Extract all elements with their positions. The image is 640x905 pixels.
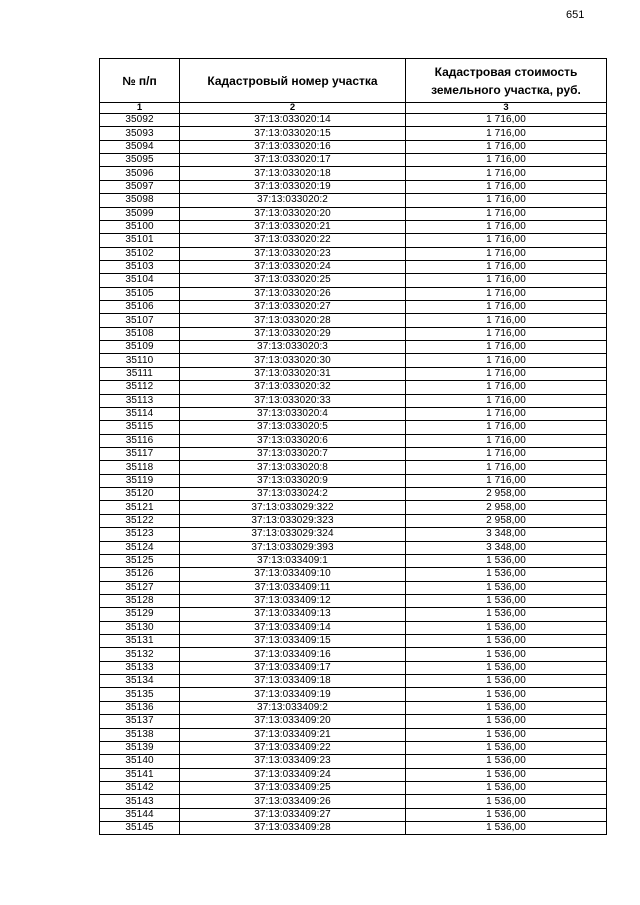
cadastral-number-cell: 37:13:033409:1 — [180, 554, 406, 567]
row-number-cell: 35136 — [100, 701, 180, 714]
column-number: 3 — [406, 103, 607, 114]
cadastral-number-cell: 37:13:033020:8 — [180, 461, 406, 474]
cadastral-number-cell: 37:13:033020:30 — [180, 354, 406, 367]
table-row — [100, 220, 607, 233]
cadastral-number-cell: 37:13:033020:4 — [180, 407, 406, 420]
row-number-cell: 35131 — [100, 635, 180, 648]
table-row — [100, 781, 607, 794]
table-row — [100, 461, 607, 474]
row-number-cell: 35142 — [100, 781, 180, 794]
row-number-cell: 35094 — [100, 140, 180, 153]
cadastral-number-cell: 37:13:033409:10 — [180, 568, 406, 581]
cadastral-number-cell: 37:13:033409:18 — [180, 675, 406, 688]
table-row — [100, 301, 607, 314]
row-number-cell: 35096 — [100, 167, 180, 180]
cadastral-value-cell: 1 536,00 — [406, 608, 607, 621]
header-row — [100, 59, 607, 103]
cadastral-value-cell: 1 536,00 — [406, 741, 607, 754]
cadastral-number-cell: 37:13:033020:24 — [180, 260, 406, 273]
cadastral-value-cell: 1 716,00 — [406, 474, 607, 487]
table-row — [100, 501, 607, 514]
table-row — [100, 715, 607, 728]
table-row — [100, 675, 607, 688]
cadastral-number-cell: 37:13:033029:323 — [180, 514, 406, 527]
cadastral-value-cell: 1 536,00 — [406, 755, 607, 768]
cadastral-number-cell: 37:13:033020:23 — [180, 247, 406, 260]
header-cadastral-value: Кадастровая стоимость земельного участка, руб. — [406, 59, 607, 103]
row-number-cell: 35134 — [100, 675, 180, 688]
header-cadastral-number: Кадастровый номер участка — [180, 59, 406, 103]
row-number-cell: 35138 — [100, 728, 180, 741]
cadastral-value-cell: 1 716,00 — [406, 260, 607, 273]
table-row — [100, 808, 607, 821]
table-row — [100, 741, 607, 754]
cadastral-number-cell: 37:13:033029:393 — [180, 541, 406, 554]
cadastral-value-cell: 1 536,00 — [406, 648, 607, 661]
cadastral-value-cell: 1 536,00 — [406, 581, 607, 594]
row-number-cell: 35140 — [100, 755, 180, 768]
row-number-cell: 35126 — [100, 568, 180, 581]
table-row — [100, 488, 607, 501]
row-number-cell: 35141 — [100, 768, 180, 781]
row-number-cell: 35102 — [100, 247, 180, 260]
cadastral-number-cell: 37:13:033020:33 — [180, 394, 406, 407]
cadastral-value-cell: 1 536,00 — [406, 688, 607, 701]
table-row — [100, 274, 607, 287]
table-row — [100, 154, 607, 167]
row-number-cell: 35145 — [100, 822, 180, 835]
table-row — [100, 608, 607, 621]
row-number-cell: 35093 — [100, 127, 180, 140]
cadastral-value-cell: 1 536,00 — [406, 715, 607, 728]
cadastral-number-cell: 37:13:033409:15 — [180, 635, 406, 648]
cadastral-number-cell: 37:13:033409:16 — [180, 648, 406, 661]
table-row — [100, 207, 607, 220]
table-row — [100, 434, 607, 447]
row-number-cell: 35114 — [100, 407, 180, 420]
cadastral-number-cell: 37:13:033020:7 — [180, 447, 406, 460]
table-body — [100, 114, 607, 835]
row-number-cell: 35120 — [100, 488, 180, 501]
table-row — [100, 768, 607, 781]
cadastral-value-cell: 1 716,00 — [406, 154, 607, 167]
table-row — [100, 260, 607, 273]
cadastral-number-cell: 37:13:033020:31 — [180, 367, 406, 380]
cadastral-value-cell: 1 716,00 — [406, 180, 607, 193]
row-number-cell: 35137 — [100, 715, 180, 728]
cadastral-number-cell: 37:13:033409:2 — [180, 701, 406, 714]
table-row — [100, 407, 607, 420]
cadastral-value-cell: 1 716,00 — [406, 114, 607, 127]
row-number-cell: 35113 — [100, 394, 180, 407]
cadastral-number-cell: 37:13:033020:32 — [180, 381, 406, 394]
cadastral-value-cell: 1 716,00 — [406, 287, 607, 300]
row-number-cell: 35132 — [100, 648, 180, 661]
row-number-cell: 35116 — [100, 434, 180, 447]
table-row — [100, 180, 607, 193]
cadastral-value-cell: 2 958,00 — [406, 488, 607, 501]
table-row — [100, 568, 607, 581]
table-row — [100, 594, 607, 607]
cadastral-value-cell: 2 958,00 — [406, 514, 607, 527]
cadastral-value-cell: 1 536,00 — [406, 568, 607, 581]
column-number: 2 — [180, 103, 406, 114]
table-row — [100, 474, 607, 487]
row-number-cell: 35100 — [100, 220, 180, 233]
row-number-cell: 35095 — [100, 154, 180, 167]
row-number-cell: 35117 — [100, 447, 180, 460]
table-row — [100, 701, 607, 714]
table-row — [100, 287, 607, 300]
cadastral-number-cell: 37:13:033409:20 — [180, 715, 406, 728]
row-number-cell: 35130 — [100, 621, 180, 634]
cadastral-value-cell: 1 536,00 — [406, 822, 607, 835]
cadastral-value-cell: 2 958,00 — [406, 501, 607, 514]
row-number-cell: 35124 — [100, 541, 180, 554]
table-row — [100, 234, 607, 247]
row-number-cell: 35105 — [100, 287, 180, 300]
cadastral-value-cell: 1 536,00 — [406, 621, 607, 634]
cadastral-value-cell: 1 716,00 — [406, 314, 607, 327]
table-row — [100, 140, 607, 153]
cadastral-value-cell: 1 716,00 — [406, 367, 607, 380]
table-row — [100, 327, 607, 340]
cadastral-number-cell: 37:13:033020:26 — [180, 287, 406, 300]
row-number-cell: 35129 — [100, 608, 180, 621]
cadastral-number-cell: 37:13:033029:324 — [180, 528, 406, 541]
row-number-cell: 35122 — [100, 514, 180, 527]
cadastral-value-cell: 1 716,00 — [406, 220, 607, 233]
row-number-cell: 35143 — [100, 795, 180, 808]
cadastral-value-cell: 1 536,00 — [406, 675, 607, 688]
table-row — [100, 167, 607, 180]
cadastral-value-cell: 1 716,00 — [406, 421, 607, 434]
row-number-cell: 35135 — [100, 688, 180, 701]
cadastral-number-cell: 37:13:033020:3 — [180, 341, 406, 354]
row-number-cell: 35104 — [100, 274, 180, 287]
row-number-cell: 35118 — [100, 461, 180, 474]
cadastral-value-cell: 1 536,00 — [406, 768, 607, 781]
cadastral-value-cell: 1 536,00 — [406, 594, 607, 607]
cadastral-number-cell: 37:13:033409:21 — [180, 728, 406, 741]
row-number-cell: 35128 — [100, 594, 180, 607]
table-row — [100, 822, 607, 835]
table-row — [100, 554, 607, 567]
cadastral-number-cell: 37:13:033020:6 — [180, 434, 406, 447]
cadastral-value-cell: 1 716,00 — [406, 447, 607, 460]
table-row — [100, 581, 607, 594]
cadastral-value-cell: 1 716,00 — [406, 461, 607, 474]
table-row — [100, 381, 607, 394]
row-number-cell: 35097 — [100, 180, 180, 193]
table-row — [100, 114, 607, 127]
cadastral-value-cell: 1 716,00 — [406, 247, 607, 260]
cadastral-value-cell: 1 536,00 — [406, 728, 607, 741]
page-number: 651 — [566, 9, 585, 21]
cadastral-value-cell: 3 348,00 — [406, 528, 607, 541]
cadastral-value-cell: 1 716,00 — [406, 394, 607, 407]
row-number-cell: 35110 — [100, 354, 180, 367]
table-row — [100, 314, 607, 327]
cadastral-value-cell: 1 716,00 — [406, 354, 607, 367]
cadastral-number-cell: 37:13:033409:28 — [180, 822, 406, 835]
table-row — [100, 621, 607, 634]
cadastral-value-cell: 3 348,00 — [406, 541, 607, 554]
row-number-cell: 35127 — [100, 581, 180, 594]
cadastral-value-cell: 1 716,00 — [406, 127, 607, 140]
table-row — [100, 541, 607, 554]
row-number-cell: 35099 — [100, 207, 180, 220]
table-row — [100, 688, 607, 701]
cadastral-number-cell: 37:13:033020:2 — [180, 194, 406, 207]
cadastral-value-cell: 1 536,00 — [406, 635, 607, 648]
table-row — [100, 127, 607, 140]
cadastral-number-cell: 37:13:033020:22 — [180, 234, 406, 247]
row-number-cell: 35121 — [100, 501, 180, 514]
cadastral-value-cell: 1 536,00 — [406, 795, 607, 808]
cadastral-number-cell: 37:13:033409:23 — [180, 755, 406, 768]
row-number-cell: 35098 — [100, 194, 180, 207]
row-number-cell: 35108 — [100, 327, 180, 340]
cadastral-value-cell: 1 536,00 — [406, 781, 607, 794]
cadastral-number-cell: 37:13:033409:11 — [180, 581, 406, 594]
cadastral-number-cell: 37:13:033020:19 — [180, 180, 406, 193]
cadastral-number-cell: 37:13:033409:27 — [180, 808, 406, 821]
table-row — [100, 514, 607, 527]
row-number-cell: 35133 — [100, 661, 180, 674]
cadastral-table — [99, 58, 607, 835]
table-row — [100, 341, 607, 354]
cadastral-value-cell: 1 716,00 — [406, 407, 607, 420]
cadastral-number-cell: 37:13:033020:15 — [180, 127, 406, 140]
column-number-row — [100, 103, 607, 114]
cadastral-value-cell: 1 716,00 — [406, 301, 607, 314]
row-number-cell: 35106 — [100, 301, 180, 314]
table-row — [100, 194, 607, 207]
cadastral-number-cell: 37:13:033409:26 — [180, 795, 406, 808]
cadastral-value-cell: 1 716,00 — [406, 140, 607, 153]
column-number: 1 — [100, 103, 180, 114]
cadastral-number-cell: 37:13:033020:28 — [180, 314, 406, 327]
cadastral-value-cell: 1 716,00 — [406, 381, 607, 394]
row-number-cell: 35107 — [100, 314, 180, 327]
row-number-cell: 35139 — [100, 741, 180, 754]
cadastral-value-cell: 1 716,00 — [406, 434, 607, 447]
cadastral-number-cell: 37:13:033409:13 — [180, 608, 406, 621]
cadastral-number-cell: 37:13:033409:22 — [180, 741, 406, 754]
table-row — [100, 795, 607, 808]
row-number-cell: 35115 — [100, 421, 180, 434]
cadastral-number-cell: 37:13:033020:18 — [180, 167, 406, 180]
cadastral-number-cell: 37:13:033020:14 — [180, 114, 406, 127]
row-number-cell: 35112 — [100, 381, 180, 394]
row-number-cell: 35144 — [100, 808, 180, 821]
cadastral-number-cell: 37:13:033020:25 — [180, 274, 406, 287]
row-number-cell: 35111 — [100, 367, 180, 380]
row-number-cell: 35119 — [100, 474, 180, 487]
cadastral-value-cell: 1 536,00 — [406, 661, 607, 674]
cadastral-number-cell: 37:13:033020:27 — [180, 301, 406, 314]
cadastral-number-cell: 37:13:033020:16 — [180, 140, 406, 153]
cadastral-number-cell: 37:13:033409:25 — [180, 781, 406, 794]
cadastral-number-cell: 37:13:033029:322 — [180, 501, 406, 514]
row-number-cell: 35101 — [100, 234, 180, 247]
cadastral-value-cell: 1 716,00 — [406, 194, 607, 207]
table-row — [100, 755, 607, 768]
table-row — [100, 728, 607, 741]
table-row — [100, 247, 607, 260]
cadastral-number-cell: 37:13:033020:17 — [180, 154, 406, 167]
cadastral-number-cell: 37:13:033020:9 — [180, 474, 406, 487]
table-row — [100, 421, 607, 434]
cadastral-number-cell: 37:13:033409:12 — [180, 594, 406, 607]
cadastral-number-cell: 37:13:033020:5 — [180, 421, 406, 434]
header-row-number: № п/п — [100, 59, 180, 103]
cadastral-value-cell: 1 716,00 — [406, 207, 607, 220]
cadastral-number-cell: 37:13:033024:2 — [180, 488, 406, 501]
cadastral-value-cell: 1 716,00 — [406, 167, 607, 180]
table-row — [100, 635, 607, 648]
table-row — [100, 648, 607, 661]
cadastral-value-cell: 1 716,00 — [406, 274, 607, 287]
cadastral-number-cell: 37:13:033020:21 — [180, 220, 406, 233]
row-number-cell: 35092 — [100, 114, 180, 127]
row-number-cell: 35103 — [100, 260, 180, 273]
table-row — [100, 394, 607, 407]
table-row — [100, 354, 607, 367]
table-row — [100, 367, 607, 380]
cadastral-value-cell: 1 716,00 — [406, 327, 607, 340]
cadastral-value-cell: 1 536,00 — [406, 554, 607, 567]
cadastral-number-cell: 37:13:033409:19 — [180, 688, 406, 701]
cadastral-number-cell: 37:13:033020:29 — [180, 327, 406, 340]
row-number-cell: 35125 — [100, 554, 180, 567]
table-row — [100, 528, 607, 541]
cadastral-value-cell: 1 536,00 — [406, 701, 607, 714]
cadastral-number-cell: 37:13:033409:24 — [180, 768, 406, 781]
table-row — [100, 661, 607, 674]
cadastral-value-cell: 1 536,00 — [406, 808, 607, 821]
cadastral-number-cell: 37:13:033020:20 — [180, 207, 406, 220]
cadastral-value-cell: 1 716,00 — [406, 341, 607, 354]
cadastral-number-cell: 37:13:033409:14 — [180, 621, 406, 634]
cadastral-value-cell: 1 716,00 — [406, 234, 607, 247]
table-row — [100, 447, 607, 460]
row-number-cell: 35109 — [100, 341, 180, 354]
cadastral-number-cell: 37:13:033409:17 — [180, 661, 406, 674]
row-number-cell: 35123 — [100, 528, 180, 541]
